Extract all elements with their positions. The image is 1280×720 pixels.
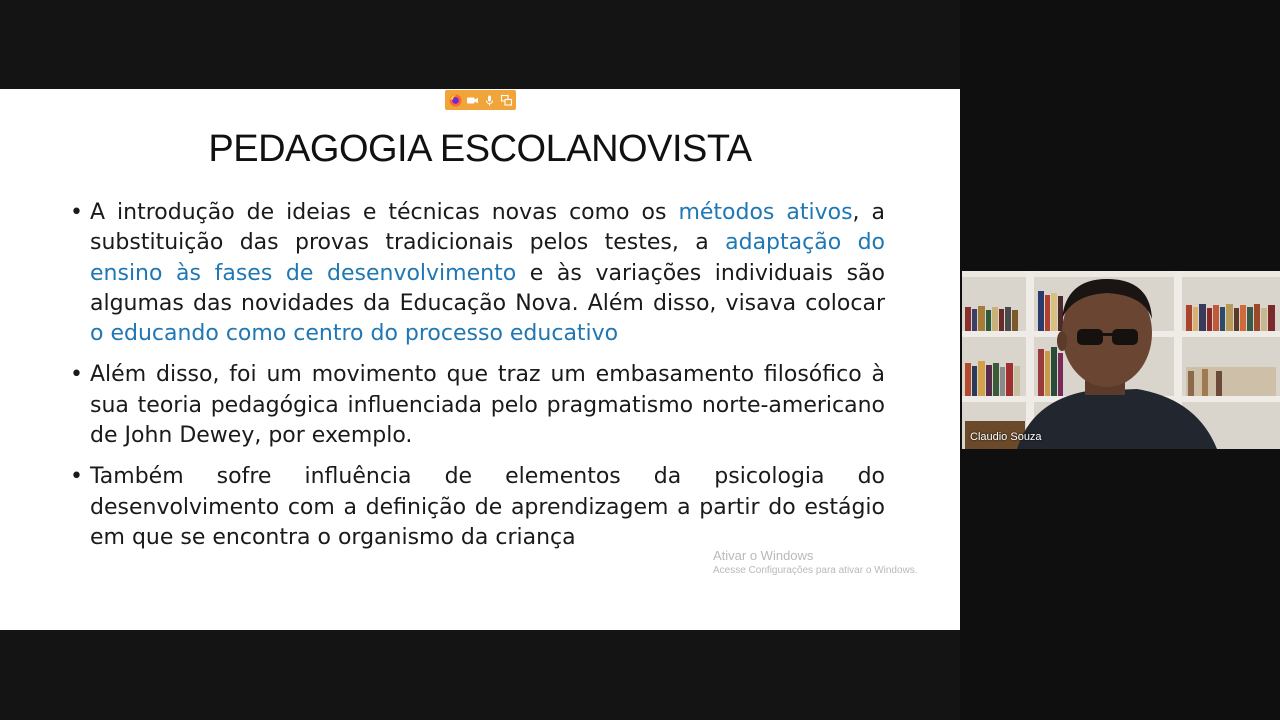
participant-video-tile[interactable] — [962, 271, 1280, 449]
highlighted-text: adaptação do ensino às fases de desenvolvimento — [90, 230, 885, 286]
bullet-marker: • — [70, 200, 83, 225]
window-switch-icon[interactable] — [499, 93, 513, 107]
bullet-text: Além disso, foi um movimento que traz um embasamento filosófico à sua teoria pedagógica influenciada pelo pragmatismo norte-americano de John Dewey, por exemplo. — [90, 362, 885, 449]
highlighted-text: o educando como centro do processo educativo — [90, 321, 619, 347]
participant-video-frame — [962, 271, 1280, 449]
watermark-line-2: Acesse Configurações para ativar o Windows. — [713, 565, 918, 576]
bullet-text: e às variações individuais são algumas das novidades da Educação Nova. Além disso, visava colocar — [90, 260, 885, 316]
watermark-line-1: Ativar o Windows — [713, 548, 814, 563]
bullet-marker: • — [70, 464, 83, 490]
slide-bullet-item — [70, 462, 885, 553]
camera-icon[interactable] — [465, 93, 479, 107]
slide-bullet-list — [70, 198, 885, 564]
slide-bullet-item — [70, 198, 885, 349]
screen-share-toolbar — [445, 90, 516, 110]
browser-icon[interactable] — [448, 93, 462, 107]
slide-title: PEDAGOGIA ESCOLANOVISTA — [208, 128, 752, 170]
bullet-marker: • — [70, 362, 83, 388]
slide-bullet-item — [70, 360, 885, 451]
windows-activation-watermark — [713, 548, 918, 577]
participant-name-label: Claudio Souza — [970, 431, 1042, 443]
microphone-icon[interactable] — [482, 93, 496, 107]
bullet-text: A introdução de ideias e técnicas novas como os — [90, 200, 679, 225]
bullet-text: Também sofre influência de elementos da psicologia do desenvolvimento com a definição de aprendizagem a partir do estágio em que se encontra o organismo da criança — [90, 464, 885, 550]
bullet-text: , a substituição das provas tradicionais pelos testes, a — [90, 200, 885, 256]
highlighted-text: métodos ativos — [678, 200, 853, 225]
